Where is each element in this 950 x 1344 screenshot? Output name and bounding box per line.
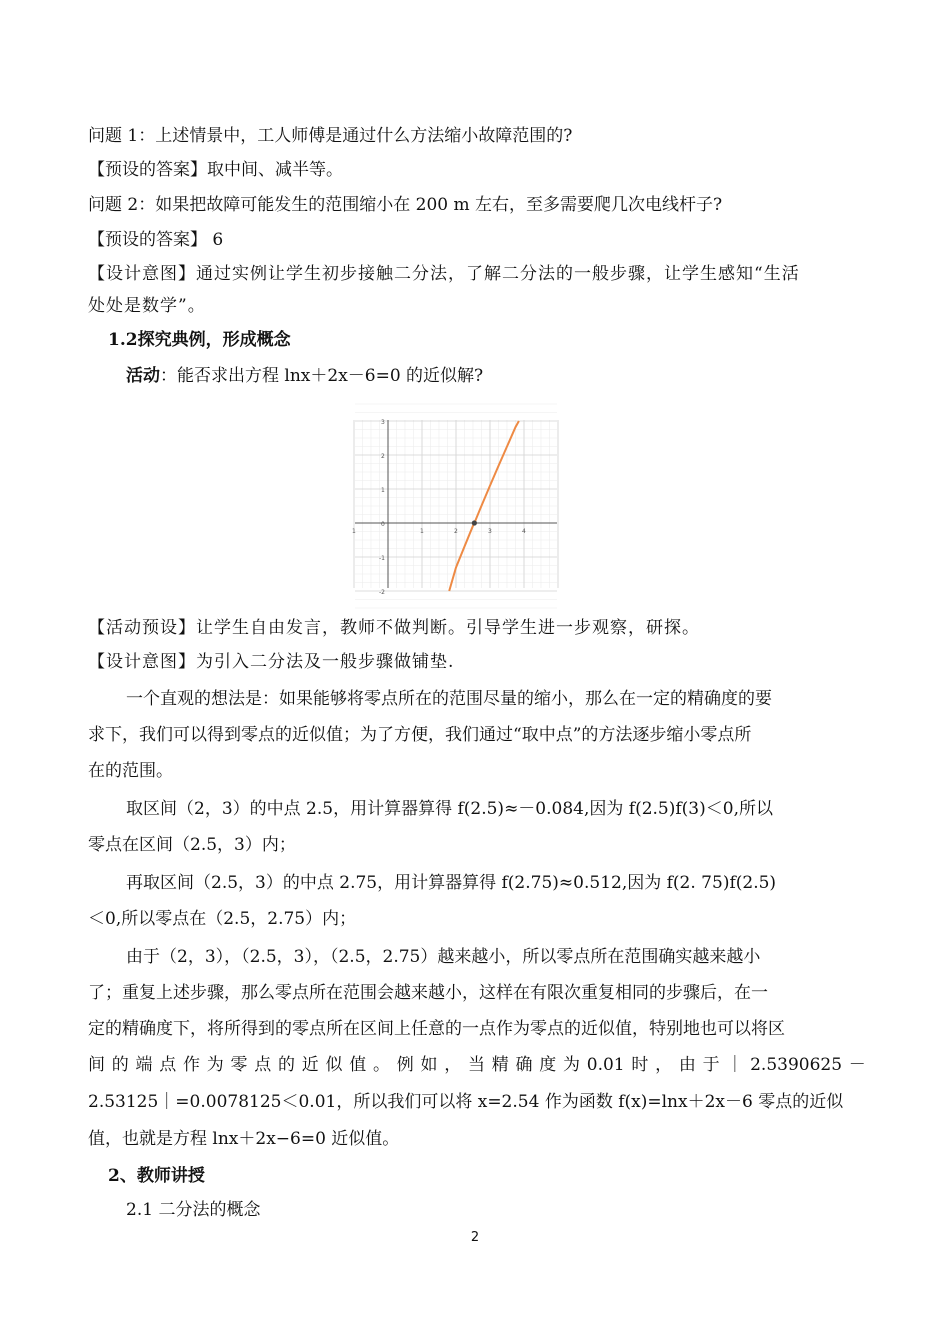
- x-tick-label: 1: [420, 528, 424, 535]
- paragraph-1-line-1: 一个直观的想法是：如果能够将零点所在的范围尽量的缩小，那么在一定的精确度的要: [126, 689, 772, 709]
- paragraph-3-line-2: ＜0,所以零点在（2.5，2.75）内；: [88, 909, 357, 929]
- page-number: 2: [470, 1230, 480, 1245]
- justified-word: 由: [678, 1055, 696, 1075]
- section-heading-2-1: 2.1 二分法的概念: [126, 1200, 261, 1220]
- justified-word: 为: [563, 1055, 580, 1075]
- paragraph-4-line-5: 2.53125｜=0.0078125＜0.01，所以我们可以将 x=2.54 作为函数 f(x)=lnx＋2x－6 零点的近似: [88, 1092, 844, 1112]
- activity-preset: 【活动预设】让学生自由发言，教师不做判断。引导学生进一步观察，研探。: [88, 618, 700, 638]
- justified-word: 。: [373, 1055, 390, 1075]
- justified-word: 当: [468, 1055, 485, 1075]
- justified-word: 于: [702, 1055, 720, 1075]
- justified-word: 0.01: [586, 1055, 625, 1075]
- paragraph-1-line-2: 求下，我们可以得到零点的近似值；为了方便，我们通过“取中点”的方法逐步缩小零点所: [88, 725, 752, 745]
- justified-word: ，: [444, 1055, 462, 1075]
- justified-word: 似: [325, 1055, 343, 1075]
- justified-word: －: [848, 1055, 866, 1075]
- paragraph-3-line-1: 再取区间（2.5，3）的中点 2.75，用计算器算得 f(2.75)≈0.512,因为 f(2. 75)f(2.5): [126, 873, 777, 893]
- justified-word: ｜: [726, 1055, 744, 1075]
- activity-text: ：能否求出方程 lnx＋2x－6=0 的近似解?: [160, 366, 484, 386]
- paragraph-4-line-2: 了；重复上述步骤，那么零点所在范围会越来越小，这样在有限次重复相同的步骤后，在一: [88, 983, 768, 1003]
- y-tick-label: 1: [381, 487, 385, 494]
- y-tick-label: -2: [379, 589, 385, 596]
- activity-label: 活动: [126, 366, 160, 386]
- x-tick-label: 2: [454, 528, 458, 535]
- justified-word: 零: [230, 1055, 248, 1075]
- justified-word: 的: [278, 1055, 295, 1075]
- y-tick-label: 0: [381, 521, 385, 528]
- x-tick-label: 3: [488, 528, 492, 535]
- y-tick-label: -1: [379, 555, 385, 562]
- justified-word: 点: [159, 1055, 177, 1075]
- section-heading-2: 2、教师讲授: [108, 1166, 205, 1186]
- justified-word: 的: [111, 1055, 129, 1075]
- justified-word: ，: [655, 1055, 673, 1075]
- y-tick-label: 2: [381, 453, 385, 460]
- justified-word: 间: [88, 1055, 105, 1075]
- justified-word: 值: [349, 1055, 367, 1075]
- paragraph-1-line-3: 在的范围。: [88, 761, 173, 781]
- justified-word: 时: [631, 1055, 649, 1075]
- justified-word: 2.5390625: [750, 1055, 843, 1075]
- justified-word: 确: [515, 1055, 533, 1075]
- design-intent-1-line-1: 【设计意图】通过实例让学生初步接触二分法，了解二分法的一般步骤，让学生感知“生活: [88, 264, 800, 284]
- paragraph-4-line-3: 定的精确度下，将所得到的零点所在区间上任意的一点作为零点的近似值，特别地也可以将区: [88, 1019, 785, 1039]
- paragraph-4-line-4: [88, 1053, 866, 1077]
- x-tick-label: 4: [522, 528, 526, 535]
- justified-word: 端: [135, 1055, 153, 1075]
- zero-point-marker: [472, 520, 477, 525]
- design-intent-2: 【设计意图】为引入二分法及一般步骤做铺垫.: [88, 652, 455, 672]
- section-heading-1-2: 1.2探究典例，形成概念: [108, 330, 291, 350]
- justified-word: 如: [420, 1055, 438, 1075]
- justified-word: 度: [539, 1055, 557, 1075]
- question-1: 问题 1：上述情景中，工人师傅是通过什么方法缩小故障范围的?: [88, 126, 573, 146]
- paragraph-4-line-1: 由于（2，3），（2.5，3），（2.5，2.75）越来越小，所以零点所在范围确实越来越小: [126, 947, 761, 967]
- x-tick-label: 1: [352, 528, 356, 535]
- answer-1: 【预设的答案】取中间、减半等。: [88, 160, 343, 180]
- justified-word: 点: [254, 1055, 272, 1075]
- design-intent-1-line-2: 处处是数学”。: [88, 296, 206, 316]
- justified-word: 为: [206, 1055, 224, 1075]
- y-tick-label: 3: [381, 419, 385, 426]
- paragraph-4-line-6: 值，也就是方程 lnx＋2x−6=0 近似值。: [88, 1129, 400, 1149]
- paragraph-2-line-2: 零点在区间（2.5，3）内；: [88, 835, 296, 855]
- answer-2: 【预设的答案】 6: [88, 230, 224, 250]
- question-2: 问题 2：如果把故障可能发生的范围缩小在 200 m 左右，至多需要爬几次电线杆子?: [88, 195, 723, 215]
- justified-word: 作: [183, 1055, 200, 1075]
- justified-word: 近: [301, 1055, 319, 1075]
- paragraph-2-line-1: 取区间（2，3）的中点 2.5，用计算器算得 f(2.5)≈－0.084,因为 f(2.5)f(3)＜0,所以: [126, 799, 773, 819]
- function-graph: [352, 419, 557, 596]
- activity-line: [126, 364, 866, 388]
- justified-word: 例: [396, 1055, 414, 1075]
- justified-word: 精: [491, 1055, 509, 1075]
